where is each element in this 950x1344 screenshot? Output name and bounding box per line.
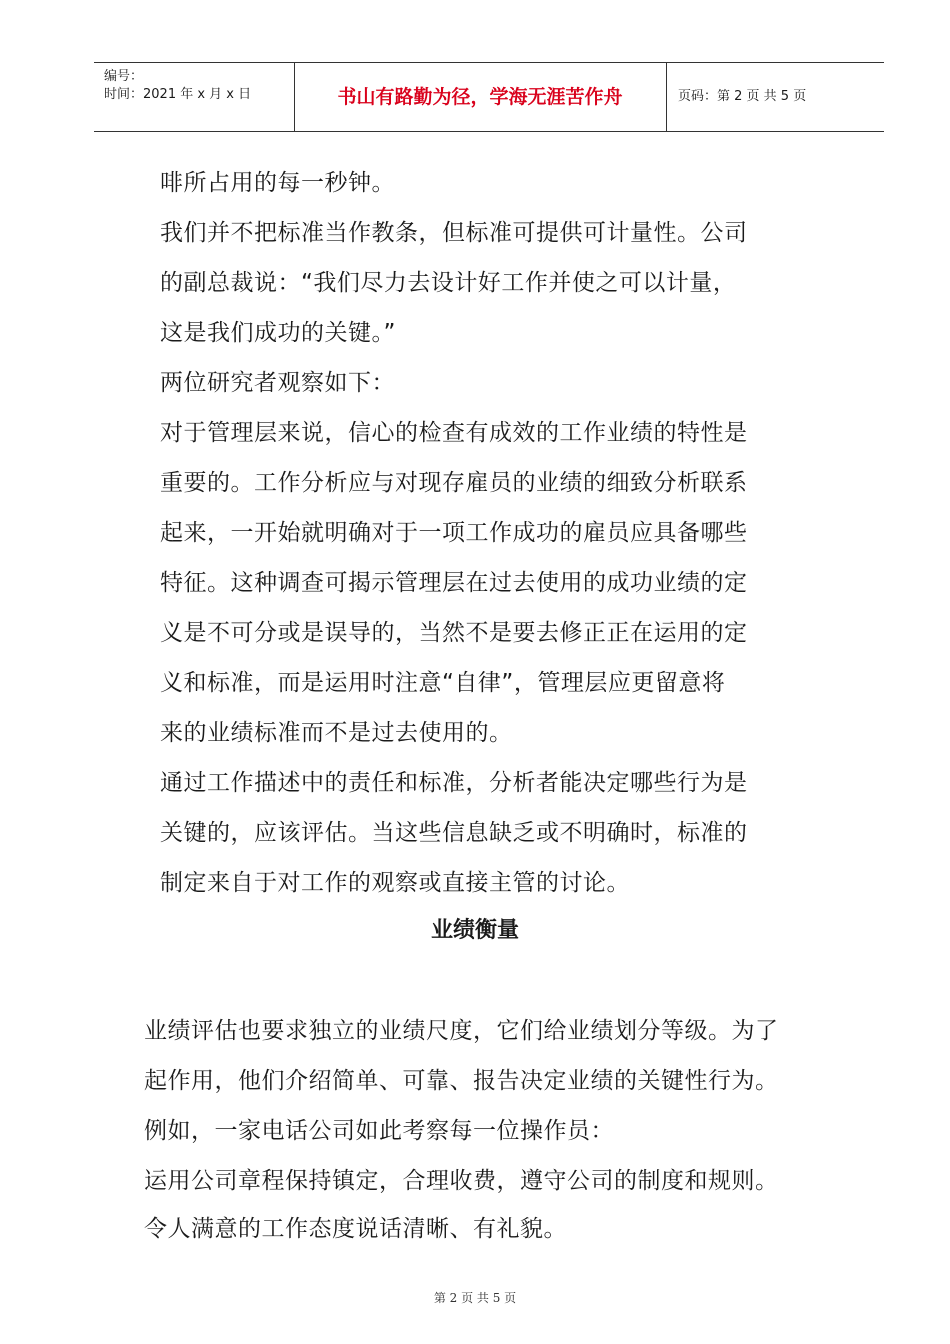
body-line: 义是不可分或是误导的，当然不是要去修正正在运用的定 [160, 620, 748, 646]
body-line: 我们并不把标准当作教条，但标准可提供可计量性。公司 [160, 220, 748, 246]
header-page-cell [666, 63, 884, 131]
section-line: 运用公司章程保持镇定，合理收费，遵守公司的制度和规则。 [144, 1168, 779, 1194]
body-line: 特征。这种调查可揭示管理层在过去使用的成功业绩的定 [160, 570, 748, 596]
section-line: 令人满意的工作态度说话清晰、有礼貌。 [144, 1216, 567, 1242]
header-page-info: 页码：第 2 页 共 5 页 [678, 89, 807, 104]
body-line: 重要的。工作分析应与对现存雇员的业绩的细致分析联系 [160, 470, 748, 496]
section-heading: 业绩衡量 [430, 918, 519, 943]
header-motto-cell [294, 63, 667, 131]
section-line: 业绩评估也要求独立的业绩尺度，它们给业绩划分等级。为了 [144, 1018, 779, 1044]
body-line: 通过工作描述中的责任和标准，分析者能决定哪些行为是 [160, 770, 748, 796]
page-footer: 第 2 页 共 5 页 [433, 1291, 517, 1305]
body-line: 制定来自于对工作的观察或直接主管的讨论。 [160, 870, 630, 896]
doc-time-label: 时间：2021 年 x 月 x 日 [104, 87, 252, 102]
body-line: 两位研究者观察如下： [160, 370, 395, 396]
body-line: 啡所占用的每一秒钟。 [160, 170, 395, 196]
page-header [94, 62, 884, 132]
body-line: 来的业绩标准而不是过去使用的。 [160, 720, 513, 746]
header-meta-cell [94, 63, 295, 131]
section-line: 例如，一家电话公司如此考察每一位操作员： [144, 1118, 614, 1144]
doc-code-label: 编号： [104, 69, 144, 84]
header-motto: 书山有路勤为径，学海无涯苦作舟 [337, 86, 623, 108]
body-line: 这是我们成功的关键。” [160, 320, 396, 346]
body-line: 对于管理层来说，信心的检查有成效的工作业绩的特性是 [160, 420, 748, 446]
body-line: 起来，一开始就明确对于一项工作成功的雇员应具备哪些 [160, 520, 748, 546]
body-line: 的副总裁说：“我们尽力去设计好工作并使之可以计量， [160, 270, 737, 296]
section-line: 起作用，他们介绍简单、可靠、报告决定业绩的关键性行为。 [144, 1068, 779, 1094]
body-line: 义和标准，而是运用时注意“自律”，管理层应更留意将 [160, 670, 726, 696]
body-line: 关键的，应该评估。当这些信息缺乏或不明确时，标准的 [160, 820, 748, 846]
